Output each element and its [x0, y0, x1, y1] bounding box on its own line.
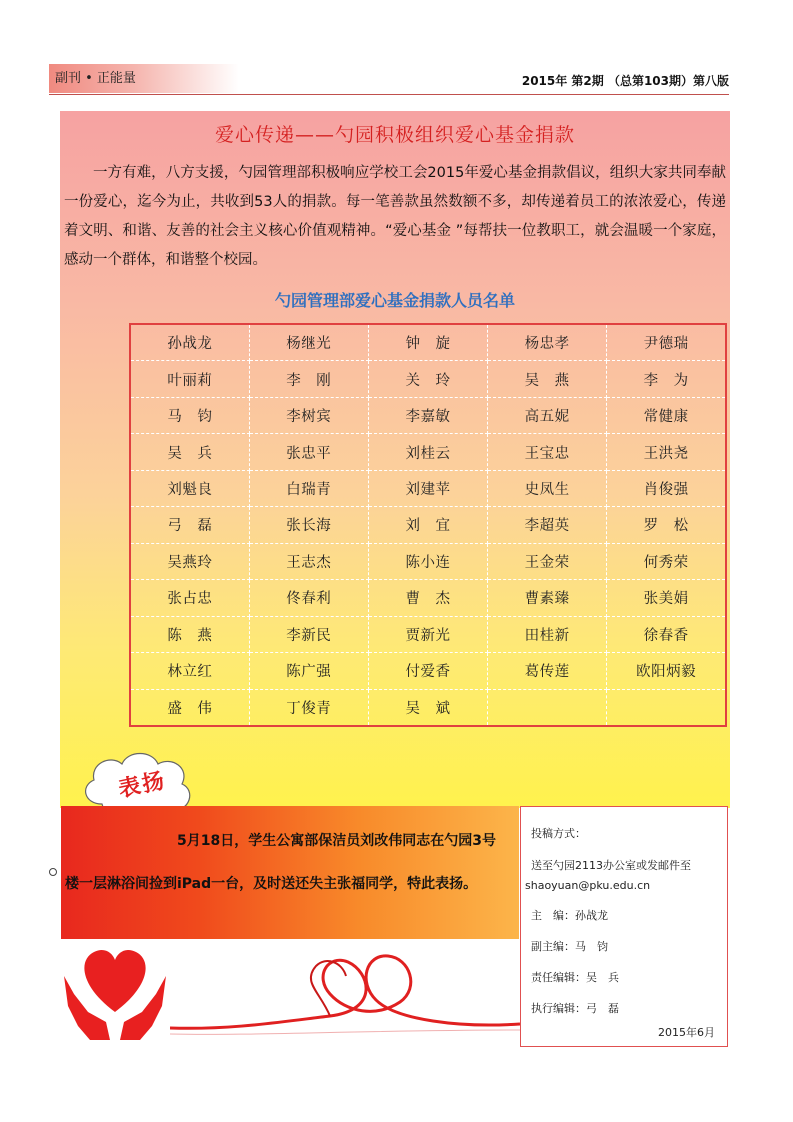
executive-editor: 执行编辑：弓 磊	[531, 1002, 619, 1015]
donor-name-cell: 盛 伟	[130, 689, 249, 726]
table-row	[130, 470, 726, 506]
donor-name-cell: 李 刚	[249, 361, 368, 397]
donor-name-cell: 张忠平	[249, 434, 368, 470]
donor-name-cell: 佟春利	[249, 580, 368, 616]
donor-name-cell: 林立红	[130, 653, 249, 689]
donor-name-cell: 关 玲	[368, 361, 487, 397]
donor-name-cell: 杨继光	[249, 324, 368, 361]
donor-name-cell: 曹素臻	[488, 580, 607, 616]
donor-name-cell: 钟 旋	[368, 324, 487, 361]
donor-name-cell: 李超英	[488, 507, 607, 543]
donor-name-cell: 王金荣	[488, 543, 607, 579]
donor-list-title: 勺园管理部爱心基金捐款人员名单	[274, 291, 515, 310]
donor-name-cell: 陈小连	[368, 543, 487, 579]
donor-name-cell	[607, 689, 726, 726]
donor-name-cell: 张美娟	[607, 580, 726, 616]
issue-info: 2015年 第2期 （总第103期）第八版	[521, 74, 729, 88]
donor-name-cell: 李嘉敏	[368, 397, 487, 433]
table-row	[130, 434, 726, 470]
donor-name-cell: 丁俊青	[249, 689, 368, 726]
donor-name-cell: 尹德瑞	[607, 324, 726, 361]
donor-name-cell: 何秀荣	[607, 543, 726, 579]
donor-name-cell: 李 为	[607, 361, 726, 397]
donation-article	[60, 111, 730, 808]
donor-name-cell: 陈广强	[249, 653, 368, 689]
table-row	[130, 361, 726, 397]
donor-name-cell: 欧阳炳毅	[607, 653, 726, 689]
donor-name-cell: 吴 燕	[488, 361, 607, 397]
table-row	[130, 653, 726, 689]
donor-name-cell: 张占忠	[130, 580, 249, 616]
responsible-editor: 责任编辑：吴 兵	[531, 971, 619, 984]
donor-name-cell: 马 钧	[130, 397, 249, 433]
donor-name-cell: 孙战龙	[130, 324, 249, 361]
table-row	[130, 397, 726, 433]
praise-text: 5月18日，学生公寓部保洁员刘改伟同志在勺园3号楼一层淋浴间捡到iPad一台，及时送还失主张福同学，特此表扬。	[65, 833, 496, 892]
donor-name-cell: 刘 宜	[368, 507, 487, 543]
praise-label: 表扬	[116, 767, 169, 803]
article-intro: 一方有难，八方支援，勺园管理部积极响应学校工会2015年爱心基金捐款倡议，组织大家共同奉献一份爱心，迄今为止，共收到53人的捐款。每一笔善款虽然数额不多，却传递着员工的浓浓爱心，传递着文明、和谐、友善的社会主义核心价值观精神。“爱心基金 ”每帮扶一位教职工，就会温暖一个家庭，感动一个群体，和谐整个校园。	[64, 165, 726, 268]
deputy-editor: 副主编：马 钧	[531, 940, 608, 953]
table-row	[130, 543, 726, 579]
donor-name-cell: 吴燕玲	[130, 543, 249, 579]
donor-name-cell: 曹 杰	[368, 580, 487, 616]
donor-name-cell: 史凤生	[488, 470, 607, 506]
donor-name-cell: 贾新光	[368, 616, 487, 652]
article-title: 爱心传递——勺园积极组织爱心基金捐款	[214, 124, 575, 146]
donor-name-cell: 叶丽莉	[130, 361, 249, 397]
donor-name-cell: 王宝忠	[488, 434, 607, 470]
donor-name-cell: 张长海	[249, 507, 368, 543]
table-row	[130, 580, 726, 616]
table-row	[130, 507, 726, 543]
donor-name-cell: 肖俊强	[607, 470, 726, 506]
donor-name-cell: 白瑞青	[249, 470, 368, 506]
table-row	[130, 324, 726, 361]
praise-panel	[61, 806, 519, 939]
chief-editor: 主 编：孙战龙	[531, 909, 608, 922]
donor-name-cell: 李树宾	[249, 397, 368, 433]
donor-name-cell: 吴 兵	[130, 434, 249, 470]
donor-name-cell: 常健康	[607, 397, 726, 433]
donor-name-cell: 葛传莲	[488, 653, 607, 689]
donor-name-cell: 弓 磊	[130, 507, 249, 543]
table-row	[130, 616, 726, 652]
donor-name-cell: 杨忠孝	[488, 324, 607, 361]
ribbon-hearts-icon	[170, 942, 520, 1042]
donor-name-cell: 田桂新	[488, 616, 607, 652]
issue-date: 2015年6月	[658, 1026, 715, 1039]
donor-name-cell: 陈 燕	[130, 616, 249, 652]
donor-name-cell: 刘魁良	[130, 470, 249, 506]
page-header	[49, 64, 729, 95]
donor-name-cell: 刘建苹	[368, 470, 487, 506]
donor-name-cell: 王志杰	[249, 543, 368, 579]
contribute-label: 投稿方式：	[531, 827, 586, 840]
donor-name-cell: 付爱香	[368, 653, 487, 689]
donor-name-cell: 李新民	[249, 616, 368, 652]
donor-name-cell: 罗 松	[607, 507, 726, 543]
table-row	[130, 689, 726, 726]
donor-name-cell: 刘桂云	[368, 434, 487, 470]
donor-table	[129, 323, 727, 727]
donor-name-cell	[488, 689, 607, 726]
contribute-text: 送至勺园2113办公室或发邮件至	[531, 859, 691, 872]
section-tag: 副刊 • 正能量	[49, 64, 239, 93]
editorial-sidebar	[520, 806, 728, 1047]
donor-name-cell: 高五妮	[488, 397, 607, 433]
bubble-icon	[49, 868, 57, 876]
donor-name-cell: 王洪尧	[607, 434, 726, 470]
hands-heart-icon	[60, 942, 170, 1042]
contribute-email: shaoyuan@pku.edu.cn	[525, 879, 651, 892]
donor-name-cell: 吴 斌	[368, 689, 487, 726]
donor-name-cell: 徐春香	[607, 616, 726, 652]
